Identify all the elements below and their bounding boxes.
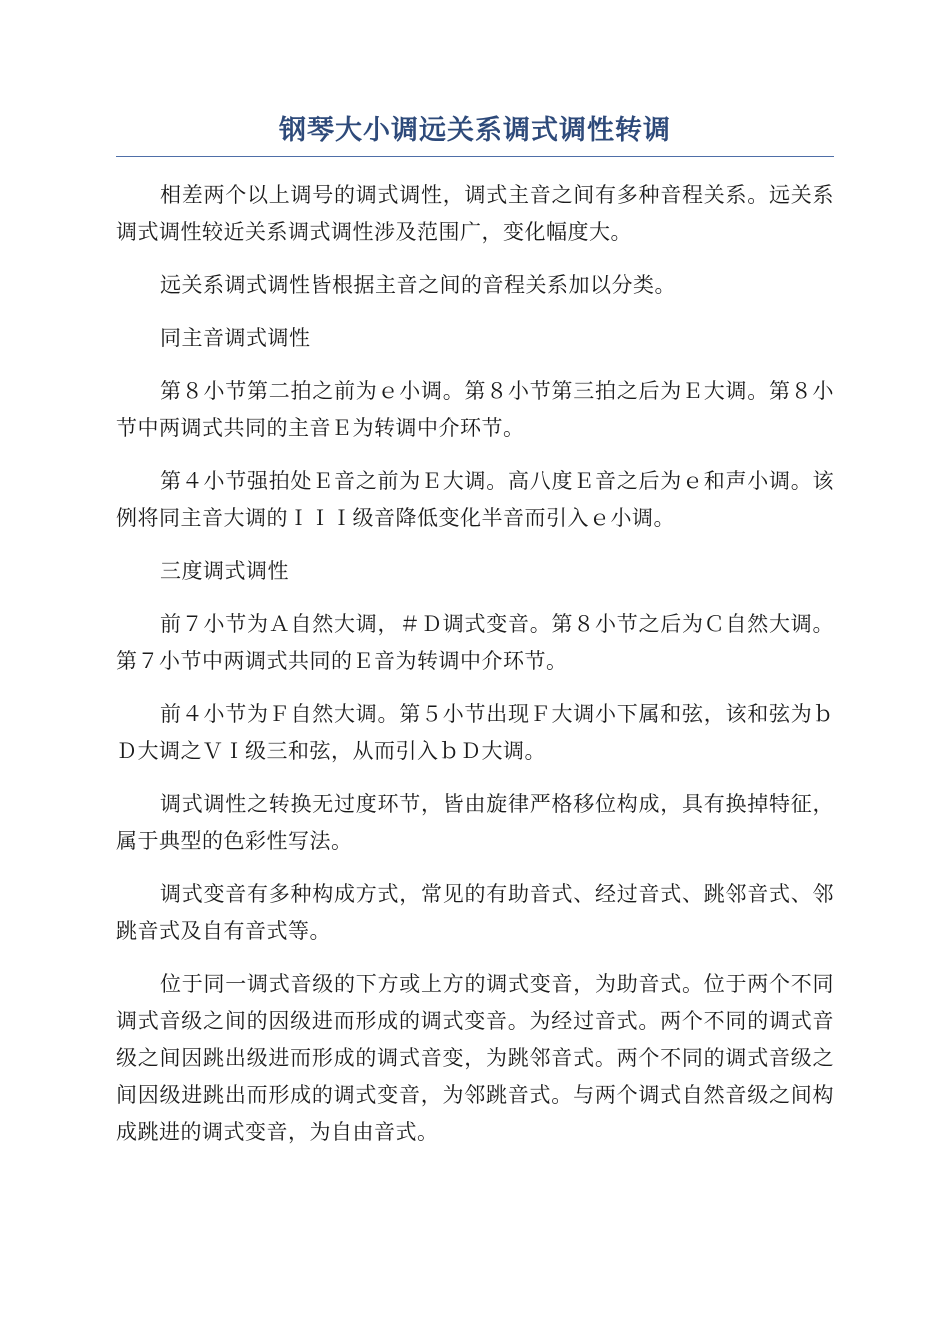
section-heading-third-relation: 三度调式调性 <box>160 559 289 583</box>
paragraph-8: 前４小节为Ｆ自然大调。第５小节出现Ｆ大调小下属和弦，该和弦为ｂＤ大调之ＶＩ级三和弦，从而引入ｂＤ大调。 <box>116 702 834 763</box>
document-title: 钢琴大小调远关系调式调性转调 <box>279 115 671 146</box>
paragraph-9: 调式调性之转换无过度环节，皆由旋律严格移位构成，具有换掉特征，属于典型的色彩性写法。 <box>116 792 834 853</box>
section-heading-same-tonic: 同主音调式调性 <box>160 326 311 350</box>
paragraph-5: 第４小节强拍处Ｅ音之前为Ｅ大调。高八度Ｅ音之后为ｅ和声小调。该例将同主音大调的ＩＩＩ级音降低变化半音而引入ｅ小调。 <box>116 469 834 530</box>
paragraph-4: 第８小节第二拍之前为ｅ小调。第８小节第三拍之后为Ｅ大调。第８小节中两调式共同的主音Ｅ为转调中介环节。 <box>116 379 834 440</box>
paragraph-2: 远关系调式调性皆根据主音之间的音程关系加以分类。 <box>160 273 676 297</box>
paragraph-10: 调式变音有多种构成方式，常见的有助音式、经过音式、跳邻音式、邻跳音式及自有音式等。 <box>116 882 834 943</box>
paragraph-7: 前７小节为Ａ自然大调，＃Ｄ调式变音。第８小节之后为Ｃ自然大调。第７小节中两调式共同的Ｅ音为转调中介环节。 <box>116 612 834 673</box>
paragraph-11: 位于同一调式音级的下方或上方的调式变音，为助音式。位于两个不同调式音级之间的因级进而形成的调式变音。为经过音式。两个不同的调式音级之间因跳出级进而形成的调式音变，为跳邻音式。两个不同的调式音级之间因级进跳出而形成的调式变音，为邻跳音式。与两个调式自然音级之间构成跳进的调式变音，为自由音式。 <box>116 972 834 1144</box>
document-page <box>116 112 834 1167</box>
paragraph-1: 相差两个以上调号的调式调性，调式主音之间有多种音程关系。远关系调式调性较近关系调式调性涉及范围广，变化幅度大。 <box>116 183 834 244</box>
title-underline <box>116 156 834 157</box>
